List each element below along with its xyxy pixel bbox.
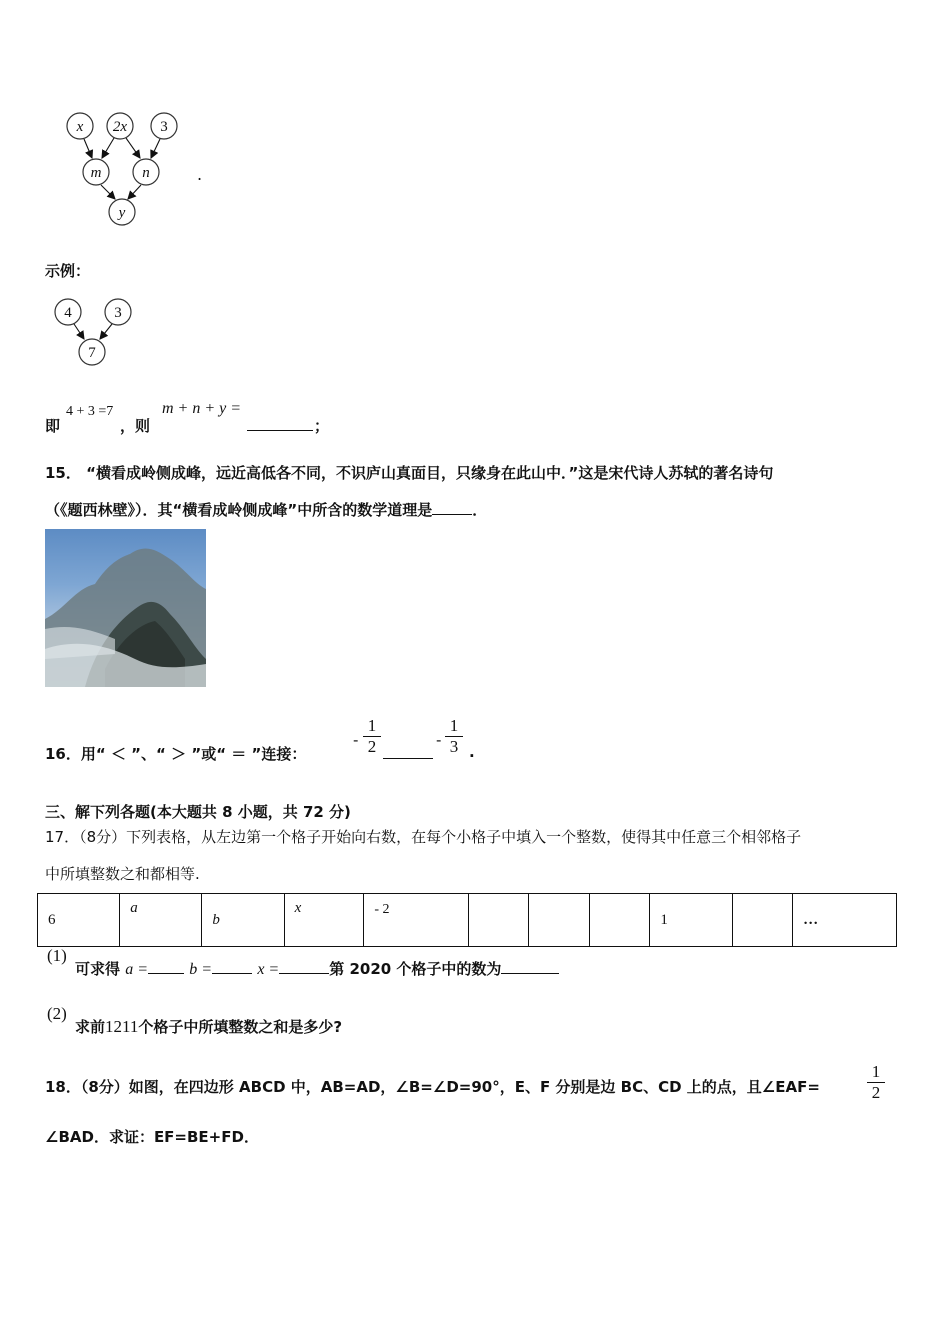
diagram-trailing-dot: . — [197, 165, 203, 184]
q15-answer-blank — [432, 500, 472, 515]
q17-line2: 中所填整数之和都相等. — [45, 865, 200, 883]
example-node-3: 3 — [114, 305, 122, 321]
grid-cell-7 — [529, 894, 590, 947]
flow-diagram-top — [60, 108, 190, 228]
q18-fraction — [867, 1062, 885, 1103]
node-y: y — [118, 205, 126, 221]
q17-part1-line — [75, 958, 559, 979]
q16-end: . — [469, 743, 475, 761]
grid-cell-6 — [468, 894, 529, 947]
q16-minus-2: - — [436, 731, 442, 749]
node-n: n — [142, 165, 150, 181]
q17-part2-count: 1211 — [105, 1017, 139, 1036]
node-m: m — [90, 165, 102, 181]
grid-cell-11: … — [793, 894, 897, 947]
node-x: x — [76, 119, 84, 135]
q17-blank-x — [279, 959, 329, 974]
q15-line2-text: （《题西林壁》）．其“横看成岭侧成峰”中所含的数学道理是 — [45, 501, 433, 519]
q17-blank-2020 — [501, 959, 559, 974]
q15-line1: 15． “横看成岭侧成峰，远近高低各不同，不识庐山真面目，只缘身在此山中．”这是宋代诗人苏轼的著名诗句 — [45, 464, 774, 482]
grid-row — [38, 894, 897, 947]
example-diagram — [50, 296, 140, 371]
q14-comma-then: ，则 — [120, 417, 151, 435]
q16-frac1-num: 1 — [367, 716, 377, 735]
q18-line2: ∠BAD．求证：EF=BE+FD． — [45, 1128, 259, 1146]
q17-part2-line — [75, 1016, 342, 1037]
q17-part2-number: (2) — [47, 1004, 67, 1023]
q17-part1-lead: 可求得 — [75, 960, 121, 978]
example-node-4: 4 — [64, 305, 72, 321]
grid-cell-9: 1 — [650, 894, 732, 947]
q14-end: ； — [314, 417, 330, 435]
grid-cell-5: - 2 — [364, 894, 468, 947]
q16-minus-1: - — [353, 731, 359, 749]
q17-blank-a — [148, 959, 184, 974]
grid-cell-1: 6 — [38, 894, 120, 947]
q17-var-b: b = — [189, 961, 213, 978]
q14-equation: 4 + 3 =7 — [66, 404, 114, 419]
q18-frac-den: 2 — [871, 1083, 881, 1102]
q17-number-grid — [37, 893, 897, 947]
q14-prefix: 即 — [45, 417, 61, 435]
q16-frac2-num: 1 — [449, 716, 459, 735]
node-2x: 2x — [112, 119, 128, 135]
q18-frac-num: 1 — [871, 1062, 881, 1081]
grid-cell-3: b — [202, 894, 284, 947]
grid-cell-4: x — [284, 894, 364, 947]
q16-fraction-2 — [445, 716, 463, 757]
q14-expression: m + n + y = — [162, 400, 242, 417]
grid-cell-8 — [589, 894, 650, 947]
q17-part2-tail: 个格子中所填整数之和是多少? — [138, 1018, 343, 1036]
q17-part1-number: (1) — [47, 946, 67, 965]
section-3-title: 三、解下列各题(本大题共 8 小题，共 72 分) — [45, 803, 351, 821]
example-node-7: 7 — [88, 345, 96, 361]
q17-blank-b — [212, 959, 252, 974]
q16-answer-blank — [383, 744, 433, 759]
q17-var-a: a = — [125, 961, 149, 978]
q16-frac2-den: 3 — [449, 737, 459, 756]
q17-line1: 17．（8分）下列表格，从左边第一个格子开始向右数，在每个小格子中填入一个整数，使得其中任意三个相邻格子 — [45, 828, 802, 846]
q16-frac1-den: 2 — [367, 737, 377, 756]
q16-fraction-1 — [363, 716, 381, 757]
q18-line1: 18．（8分）如图，在四边形 ABCD 中，AB=AD，∠B=∠D=90°，E、F 分别是边 BC、CD 上的点，且∠EAF= — [45, 1078, 820, 1096]
example-label: 示例： — [45, 262, 91, 280]
q17-part2-lead: 求前 — [75, 1018, 106, 1036]
node-3: 3 — [160, 119, 168, 135]
q15-line2 — [45, 499, 487, 520]
q15-end: ． — [472, 501, 488, 519]
q16-text: 16．用“ ＜ ”、“ ＞ ”或“ ＝ ”连接： — [45, 745, 307, 763]
lushan-mountain-photo — [45, 529, 206, 687]
grid-cell-10 — [732, 894, 793, 947]
grid-cell-2: a — [120, 894, 202, 947]
q17-var-x: x = — [257, 961, 280, 978]
q14-answer-blank — [247, 416, 313, 431]
q17-part1-tail: 第 2020 个格子中的数为 — [329, 960, 502, 978]
